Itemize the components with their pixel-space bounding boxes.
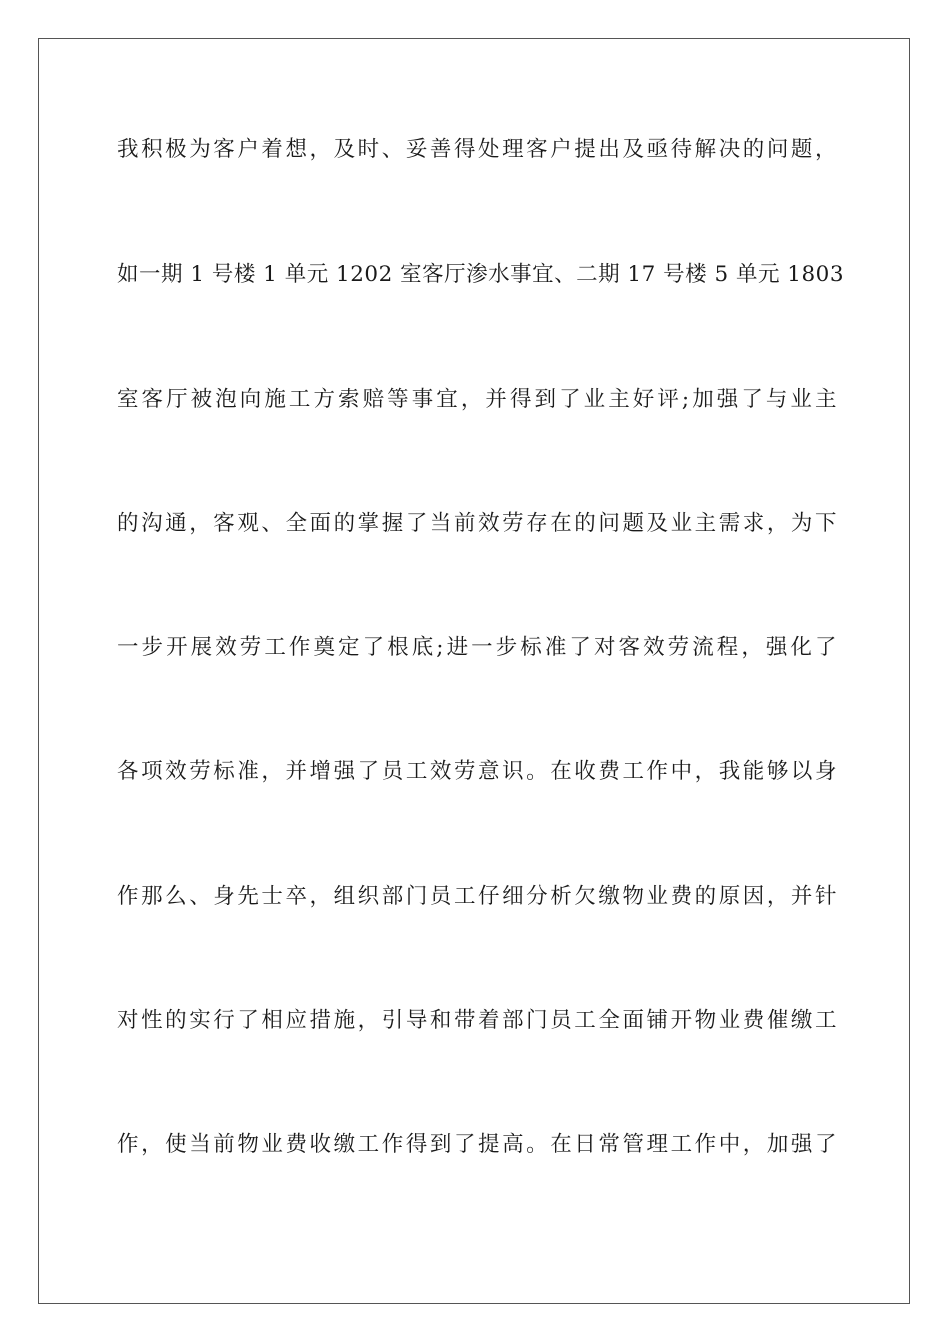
page-border [38,38,910,1304]
text-line-6: 各项效劳标准，并增强了员工效劳意识。在收费工作中，我能够以身 [117,759,837,784]
text-line-5: 一步开展效劳工作奠定了根底;进一步标准了对客效劳流程，强化了 [117,635,837,660]
text-line-7: 作那么、身先士卒，组织部门员工仔细分析欠缴物业费的原因，并针 [117,884,837,909]
text-line-4: 的沟通，客观、全面的掌握了当前效劳存在的问题及业主需求，为下 [117,511,837,536]
text-line-9: 作，使当前物业费收缴工作得到了提高。在日常管理工作中，加强了 [117,1132,837,1157]
text-line-1: 我积极为客户着想，及时、妥善得处理客户提出及亟待解决的问题， [117,137,837,162]
text-line-8: 对性的实行了相应措施，引导和带着部门员工全面铺开物业费催缴工 [117,1008,837,1033]
text-line-2: 如一期 1 号楼 1 单元 1202 室客厅渗水事宜、二期 17 号楼 5 单元 1803 [117,262,845,287]
text-line-3: 室客厅被泡向施工方索赔等事宜，并得到了业主好评;加强了与业主 [117,387,837,412]
